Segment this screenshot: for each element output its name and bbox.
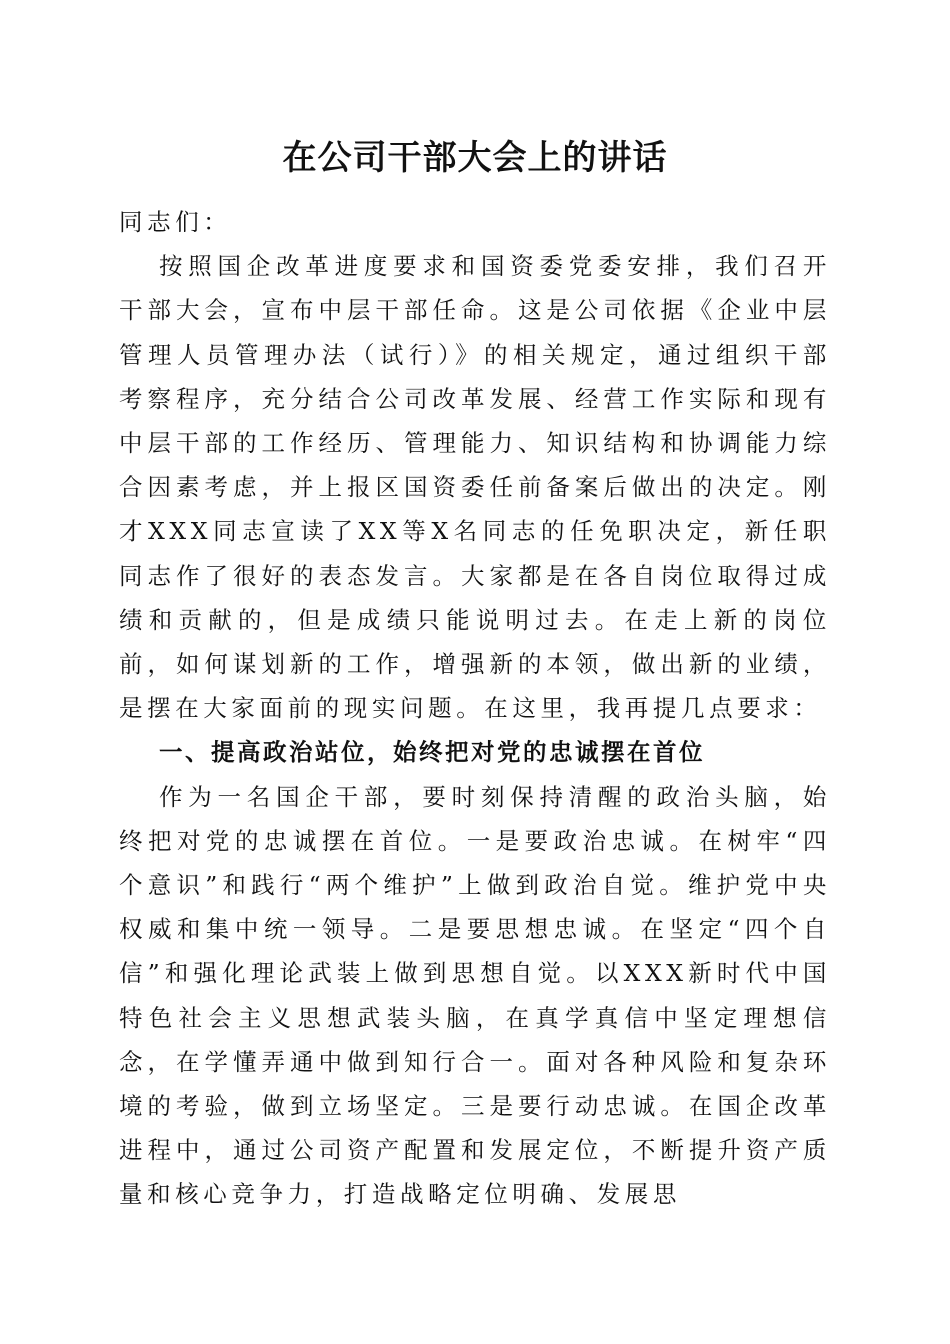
- section-heading-1: 一、提高政治站位，始终把对党的忠诚摆在首位: [159, 738, 705, 767]
- paragraph-section-1: 作为一名国企干部，要时刻保持清醒的政治头脑，始终把对党的忠诚摆在首位。一是要政治忠诚。在树牢“四个意识”和践行“两个维护”上做到政治自觉。维护党中央权威和集中统一领导。二是要思想忠诚。在坚定“四个自信”和强化理论武装上做到思想自觉。以XXX新时代中国特色社会主义思想武装头脑，在真学真信中坚定理想信念，在学懂弄通中做到知行合一。面对各种风险和复杂环境的考验，做到立场坚定。三是要行动忠诚。在国企改革进程中，通过公司资产配置和发展定位，不断提升资产质量和核心竞争力，打造战略定位明确、发展思: [119, 782, 831, 1209]
- document-title: 在公司干部大会上的讲话: [282, 138, 668, 178]
- salutation: 同志们：: [119, 208, 232, 236]
- document-body: [119, 200, 831, 1217]
- paragraph-intro: 按照国企改革进度要求和国资委党委安排，我们召开干部大会，宣布中层干部任命。这是公司依据《企业中层管理人员管理办法（试行）》的相关规定，通过组织干部考察程序，充分结合公司改革发展、经营工作实际和现有中层干部的工作经历、管理能力、知识结构和协调能力综合因素考虑，并上报区国资委任前备案后做出的决定。刚才XXX同志宣读了XX等X名同志的任免职决定，新任职同志作了很好的表态发言。大家都是在各自岗位取得过成绩和贡献的，但是成绩只能说明过去。在走上新的岗位前，如何谋划新的工作，增强新的本领，做出新的业绩，是摆在大家面前的现实问题。在这里，我再提几点要求：: [119, 252, 831, 723]
